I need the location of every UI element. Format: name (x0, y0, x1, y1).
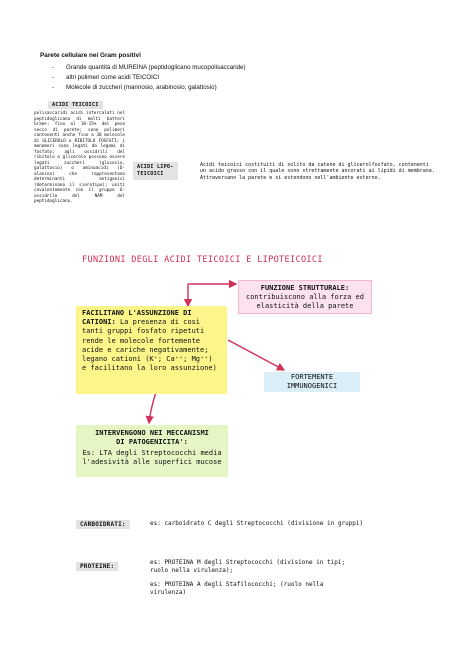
lipoteichoic-label-line1: ACIDI LIPO- (137, 164, 174, 170)
structural-title: FUNZIONE STRUTTURALE: (260, 284, 350, 292)
bullet-item: - Molecole di zuccheri (mannosio, arabinosio, galattosio) (52, 83, 246, 93)
pathogenicity-text-line1: Es: LTA degli Streptococchi media (82, 449, 222, 457)
lipoteichoic-label-line2: TEICOICI (137, 171, 164, 177)
immunogenic-line2: IMMUNOGENICI (286, 381, 338, 390)
bullet-item: - Grande quantità di MUREINA (peptidoglicano mucopolisaccaride) (52, 63, 246, 73)
arrow-to-pathogenicity (149, 392, 156, 423)
proteins-text-1: es: PROTEINA M degli Streptococchi (divisione in tipi; ruolo nella virulenza); (150, 559, 346, 575)
functions-heading: FUNZIONI DEGLI ACIDI TEICOICI E LIPOTEICOICI (82, 255, 323, 265)
teichoic-text: polisaccaridi acidi intercalati nel peptidoglicano di molti batteri Gram+; fino al 10-15% del peso secco di parete; sono polimeri contenenti anche fino a 30 molecole di GLICEROLO o RIBITOLO FOSFATI; i monomeri sono legati da legami di fosfato; agli ossidrili del ribitolo o glicerolo possono essere legati zuccheri (glucosio, galattosio) o aminoacidi (D-alanina) che rappresentano determinanti antigenici (determinano il sierotipo); uniti covalentemente con il gruppo 6-ossidrile del NAM del peptidoglicano. (34, 111, 125, 204)
structural-text: contribuiscono alla forza ed elasticità della parete (245, 293, 364, 310)
proteins-label: PROTEINE: (76, 562, 118, 571)
teichoic-label: ACIDI TEICOICI (48, 101, 103, 109)
structural-function-box (238, 280, 372, 314)
pathogenicity-text-line2: l'adesività alle superfici mucose (82, 458, 222, 466)
lipoteichoic-text: Acidi teicoici costituiti di solito da catene di glicerolfosfato, contenenti un acido grasso con il quale sono strettamente ancorati ai lipidi di membrana. Attraversano la parete e si estendono nell'ambiente esterno. (200, 162, 435, 181)
carbohydrates-text: es: carboidrato C degli Streptococchi (divisione in gruppi) (150, 520, 364, 527)
cations-title: FACILITANO L'ASSUNZIONE DI CATIONI: (82, 309, 192, 327)
immunogenic-line1: FORTEMENTE (290, 373, 334, 381)
arrow-to-immunogenic (228, 340, 284, 370)
pathogenicity-title-line2: DI PATOGENICITA': (116, 438, 188, 446)
pathogenicity-title-line1: INTERVENGONO NEI MECCANISMI (95, 429, 209, 437)
pathogenicity-box (76, 425, 228, 477)
carbohydrates-label: CARBOIDRATI: (76, 520, 130, 529)
cations-box (76, 306, 227, 394)
cations-text: La presenza di così tanti gruppi fosfato ripetuti rende le molecole fortemente acide e cariche negativamente; legano cationi (K⁺; Ca⁺⁺; Mg⁺⁺) e facilitano la loro assunzione) (82, 318, 217, 373)
page-title: Parete cellulare nei Gram positivi (40, 52, 141, 59)
bullet-item: - altri polimeri come acidi TEICOICI (52, 73, 246, 83)
immunogenic-box (264, 372, 360, 392)
proteins-text-2: es: PROTEINA A degli Stafilococchi; (ruolo nella virulenza) (150, 581, 324, 597)
